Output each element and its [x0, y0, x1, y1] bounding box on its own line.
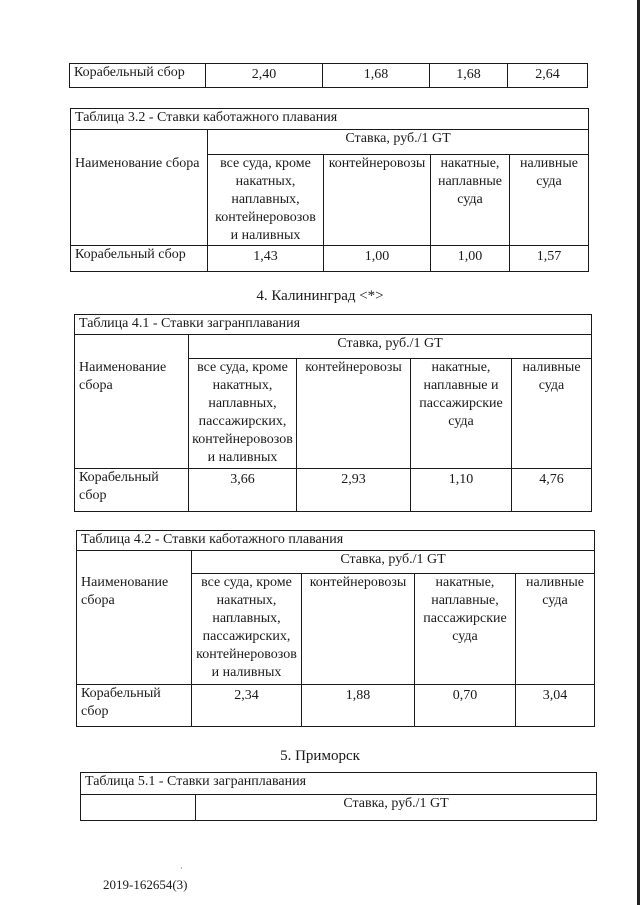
value-cell: 0,70	[415, 685, 516, 727]
column-header: все суда, кроме накатных, наплавных, пассажирских, контейнеровозов и наливных	[192, 574, 302, 685]
document-code: 2019-162654(3)	[103, 877, 188, 892]
value-cell: 3,04	[516, 685, 595, 727]
value-cell: 1,57	[510, 246, 589, 272]
table-title: Таблица 5.1 - Ставки загранплавания	[81, 773, 597, 795]
value-cell: 1,00	[431, 246, 510, 272]
value-cell: 2,93	[297, 469, 411, 512]
value-cell: 2,64	[508, 64, 588, 88]
table-title: Таблица 4.1 - Ставки загранплавания	[75, 315, 592, 335]
rate-header: Ставка, руб./1 GT	[208, 130, 589, 155]
value-cell: 1,88	[302, 685, 415, 727]
column-header: наливные суда	[510, 155, 589, 246]
column-header: контейнеровозы	[297, 359, 411, 469]
value-cell: 2,34	[192, 685, 302, 727]
table-row	[75, 469, 592, 512]
rate-header: Ставка, руб./1 GT	[192, 551, 595, 574]
fee-name-cell: Корабельный сбор	[75, 469, 189, 512]
value-cell: 1,10	[411, 469, 512, 512]
section-heading-4: 4. Калининград <*>	[256, 288, 384, 304]
column-header: наливные суда	[516, 574, 595, 685]
table-4-1	[74, 314, 592, 512]
value-cell: 4,76	[512, 469, 592, 512]
table-row	[71, 246, 589, 272]
value-cell: 1,00	[324, 246, 431, 272]
column-header: накатные, наплавные суда	[431, 155, 510, 246]
table-row	[77, 685, 595, 727]
table-top-partial	[69, 63, 588, 88]
empty-cell	[75, 335, 189, 359]
name-header: Наименование сбора	[77, 574, 192, 685]
table-title: Таблица 3.2 - Ставки каботажного плавания	[71, 109, 589, 130]
column-header: все суда, кроме накатных, наплавных, пассажирских, контейнеровозов и наливных	[189, 359, 297, 469]
fee-name-cell: Корабельный сбор	[77, 685, 192, 727]
column-header: все суда, кроме накатных, наплавных, контейнеровозов и наливных	[208, 155, 324, 246]
rate-header: Ставка, руб./1 GT	[196, 795, 597, 821]
empty-cell	[77, 551, 192, 574]
column-header: накатные, наплавные, пассажирские суда	[415, 574, 516, 685]
name-header: Наименование сбора	[75, 359, 189, 469]
value-cell: 1,68	[430, 64, 508, 88]
rate-header: Ставка, руб./1 GT	[189, 335, 592, 359]
table-3-2	[70, 108, 589, 272]
stray-mark: ·	[180, 864, 183, 873]
value-cell: 3,66	[189, 469, 297, 512]
column-header: накатные, наплавные и пассажирские суда	[411, 359, 512, 469]
name-header: Наименование сбора	[71, 155, 208, 246]
fee-name-cell: Корабельный сбор	[70, 64, 206, 88]
value-cell: 2,40	[206, 64, 323, 88]
section-heading-5: 5. Приморск	[280, 748, 360, 764]
column-header: наливные суда	[512, 359, 592, 469]
table-4-2	[76, 530, 595, 727]
table-title: Таблица 4.2 - Ставки каботажного плавания	[77, 531, 595, 551]
value-cell: 1,68	[323, 64, 430, 88]
column-header: контейнеровозы	[302, 574, 415, 685]
table-row	[70, 64, 588, 88]
empty-cell	[71, 130, 208, 155]
value-cell: 1,43	[208, 246, 324, 272]
column-header: контейнеровозы	[324, 155, 431, 246]
fee-name-cell: Корабельный сбор	[71, 246, 208, 272]
table-5-1	[80, 772, 597, 821]
empty-cell	[81, 795, 196, 821]
